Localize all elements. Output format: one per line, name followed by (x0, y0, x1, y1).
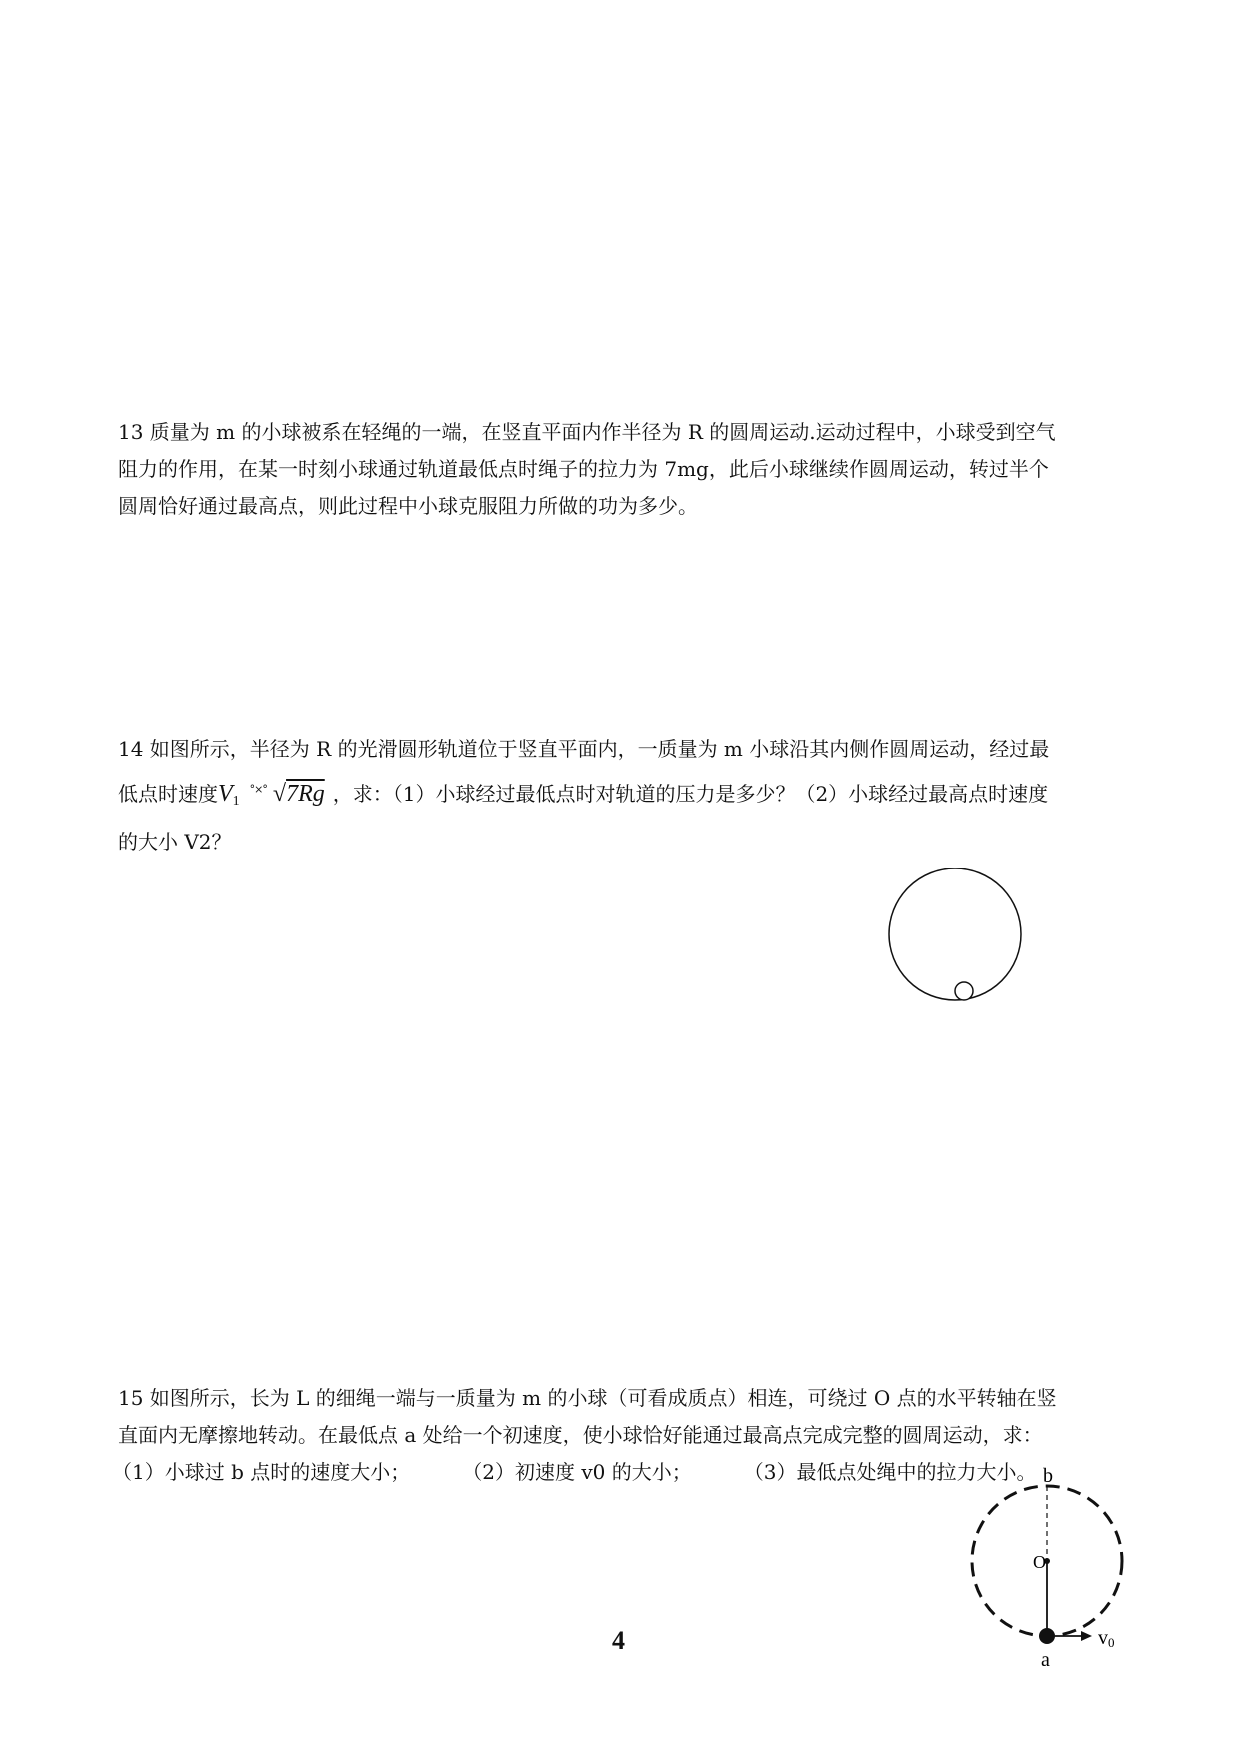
q14-line-2-suffix: ，求：（1）小球经过最低点时对轨道的压力是多少？（2）小球经过最高点时速度 (332, 782, 1049, 806)
sqrt-expression: √7Rg (272, 781, 325, 807)
q15-part-2: （2）初速度 v0 的大小； (472, 1460, 692, 1484)
q14-line-3: 的大小 V2？ (118, 830, 232, 854)
page-number: 4 (612, 1626, 625, 1655)
garbled-equals-glyph: °×° (249, 783, 267, 796)
q15-rope-diagram (960, 1460, 1150, 1680)
velocity-label: v0 (1098, 1627, 1115, 1650)
q13-line-3: 圆周恰好通过最高点，则此过程中小球克服阻力所做的功为多少。 (118, 494, 698, 518)
q15-part-1: （1）小球过 b 点时的速度大小； (112, 1460, 411, 1484)
q15-part-3: （3）最低点处绳中的拉力大小。 (753, 1460, 1037, 1484)
velocity-symbol: $V_1$ (218, 781, 240, 809)
point-label-b: b (1043, 1465, 1053, 1487)
q13-line-1: 13 质量为 m 的小球被系在轻绳的一端，在竖直平面内作半径为 R 的圆周运动.运动过程中，小球受到空气 (118, 420, 1056, 444)
point-label-o: O (1033, 1552, 1046, 1572)
ball-at-a (1039, 1628, 1055, 1644)
point-label-a: a (1041, 1649, 1050, 1671)
q13-line-2: 阻力的作用，在某一时刻小球通过轨道最低点时绳子的拉力为 7mg，此后小球继续作圆周运动，转过半个 (118, 457, 1049, 481)
q15-line-2: 直面内无摩擦地转动。在最低点 a 处给一个初速度，使小球恰好能通过最高点完成完整的圆周运动，求： (118, 1423, 1043, 1447)
ball-circle (955, 982, 973, 1000)
q14-track-diagram (870, 868, 1040, 1004)
question-14 (118, 731, 1124, 861)
question-13 (118, 414, 1124, 525)
q15-line-1: 15 如图所示，长为 L 的细绳一端与一质量为 m 的小球（可看成质点）相连，可绕过 O 点的水平转轴在竖 (118, 1386, 1057, 1410)
q14-line-2-prefix: 低点时速度 (118, 782, 218, 806)
q14-line-2 (118, 768, 1124, 824)
q14-line-1: 14 如图所示，半径为 R 的光滑圆形轨道位于竖直平面内，一质量为 m 小球沿其内侧作圆周运动，经过最 (118, 737, 1050, 761)
track-circle (889, 868, 1021, 1000)
velocity-arrow-head (1081, 1631, 1092, 1641)
